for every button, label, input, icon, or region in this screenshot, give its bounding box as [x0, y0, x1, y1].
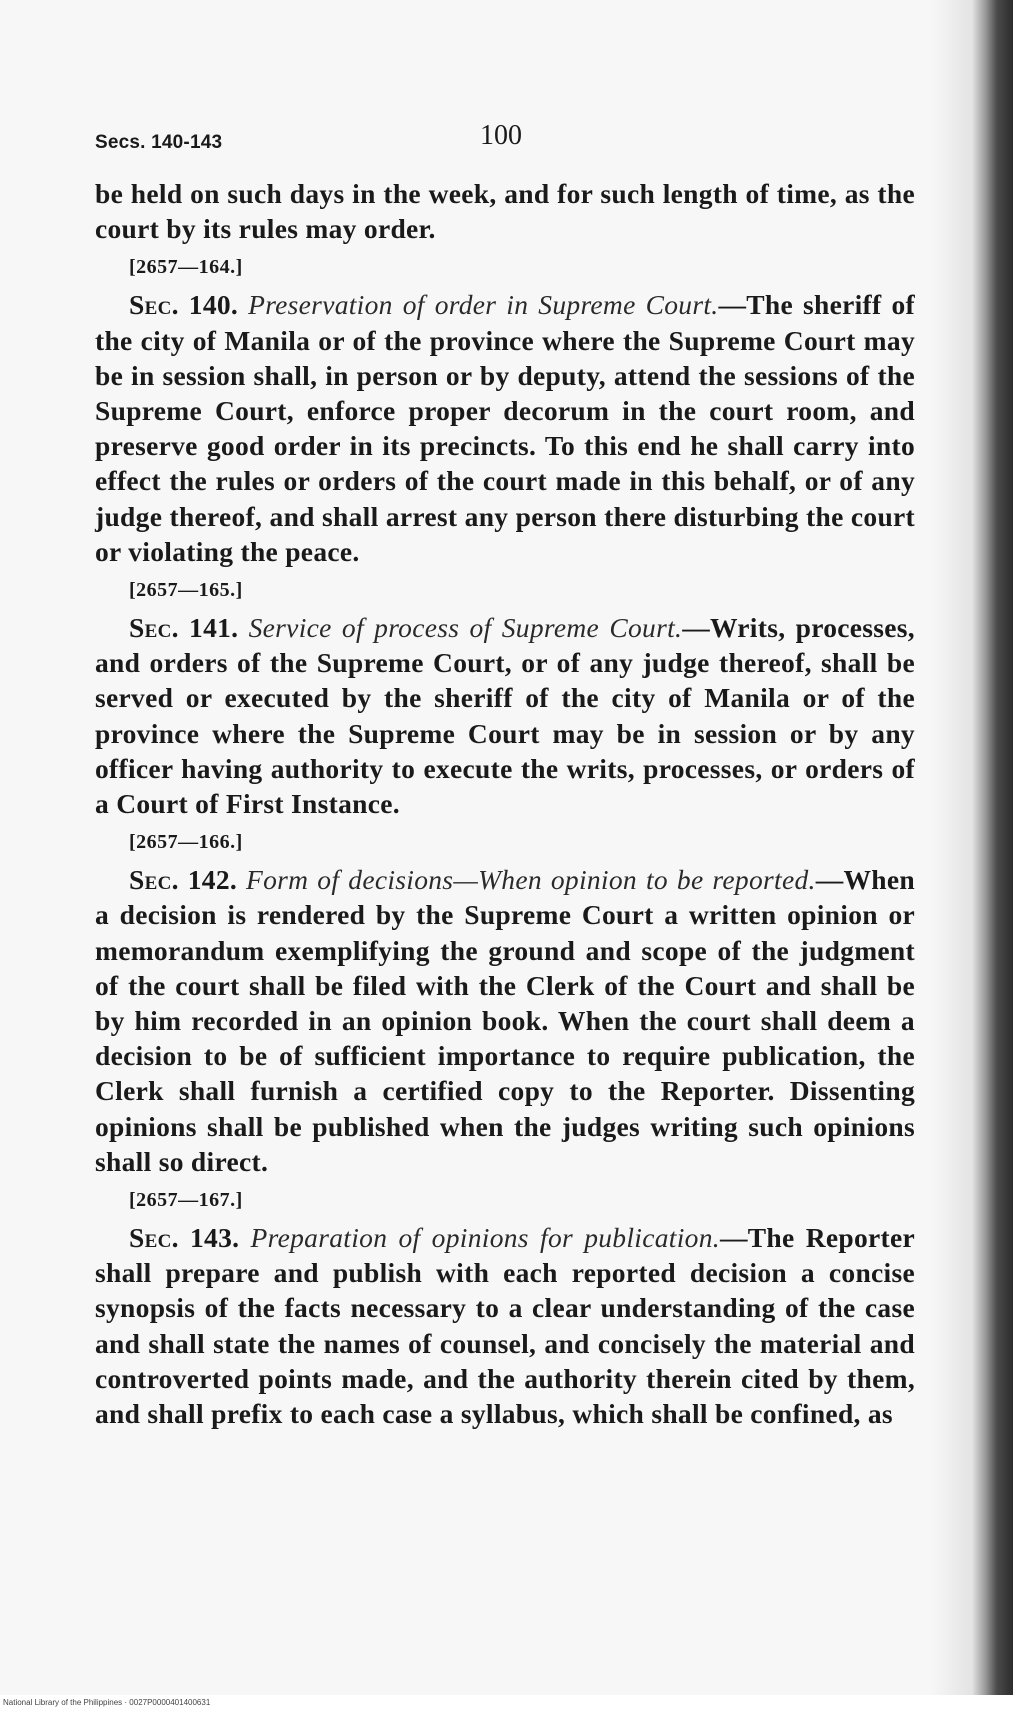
section-citation: [2657—165.]	[129, 579, 243, 602]
continued-paragraph: be held on such days in the week, and for such length of time, as the court by its rules may order.	[95, 178, 915, 245]
section-paragraph	[95, 862, 915, 1179]
section-title: Service of process of Supreme Court.	[248, 612, 683, 644]
section-title: Preservation of order in Supreme Court.	[248, 289, 719, 321]
scan-footer-strip	[0, 1695, 1013, 1709]
section-paragraph	[95, 1220, 915, 1431]
section-paragraph	[95, 287, 915, 569]
section-citation: [2657—167.]	[129, 1189, 243, 1212]
section-text: —Writs, processes, and orders of the Supreme Court, or of any judge thereof, shall be served or executed by the sheriff of the city of Manila or of the province where the Supreme Court may be in session or by any officer having authority to execute the writs, processes, or orders of a Court of First Instance.	[95, 612, 915, 820]
book-spine-gutter	[971, 0, 1013, 1709]
section-label: Sec. 142.	[129, 864, 238, 896]
body-text	[95, 176, 915, 1431]
running-header-sections: Secs. 140-143	[95, 132, 223, 153]
section-label: Sec. 140.	[129, 289, 239, 321]
section-text: —The sheriff of the city of Manila or of the province where the Supreme Court may be in session shall, in person or by deputy, attend the sessions of the Supreme Court, enforce proper decorum in the court room, and preserve good order in its precincts. To this end he shall carry into effect the rules or orders of the court made in this behalf, or of any judge thereof, and shall arrest any person there disturbing the court or violating the peace.	[95, 289, 915, 567]
section-title: Preparation of opinions for publication.	[250, 1222, 720, 1254]
section-citation: [2657—164.]	[129, 256, 243, 279]
page-number: 100	[480, 120, 522, 151]
section-title: Form of decisions—When opinion to be reported.	[246, 864, 816, 896]
section-citation: [2657—166.]	[129, 831, 243, 854]
section-label: Sec. 141.	[129, 612, 239, 644]
section-paragraph	[95, 610, 915, 821]
section-text: —The Reporter shall prepare and publish with each reported decision a concise synopsis of the facts necessary to a clear understanding of the case and shall state the names of counsel, and concisely the material and controverted points made, and the authority therein cited by them, and shall prefix to each case a syllabus, which shall be confined, as	[95, 1222, 915, 1430]
page-shadow	[931, 0, 971, 1709]
section-label: Sec. 143.	[129, 1222, 240, 1254]
scan-footer-text: National Library of the Philippines · 0027P0000401400631	[3, 1698, 211, 1707]
section-text: —When a decision is rendered by the Supreme Court a written opinion or memorandum exemplifying the ground and scope of the judgment of the court shall be filed with the Clerk of the Court and shall be by him recorded in an opinion book. When the court shall deem a decision to be of sufficient importance to require publication, the Clerk shall furnish a certified copy to the Reporter. Dissenting opinions shall be published when the judges writing such opinions shall so direct.	[95, 864, 915, 1177]
